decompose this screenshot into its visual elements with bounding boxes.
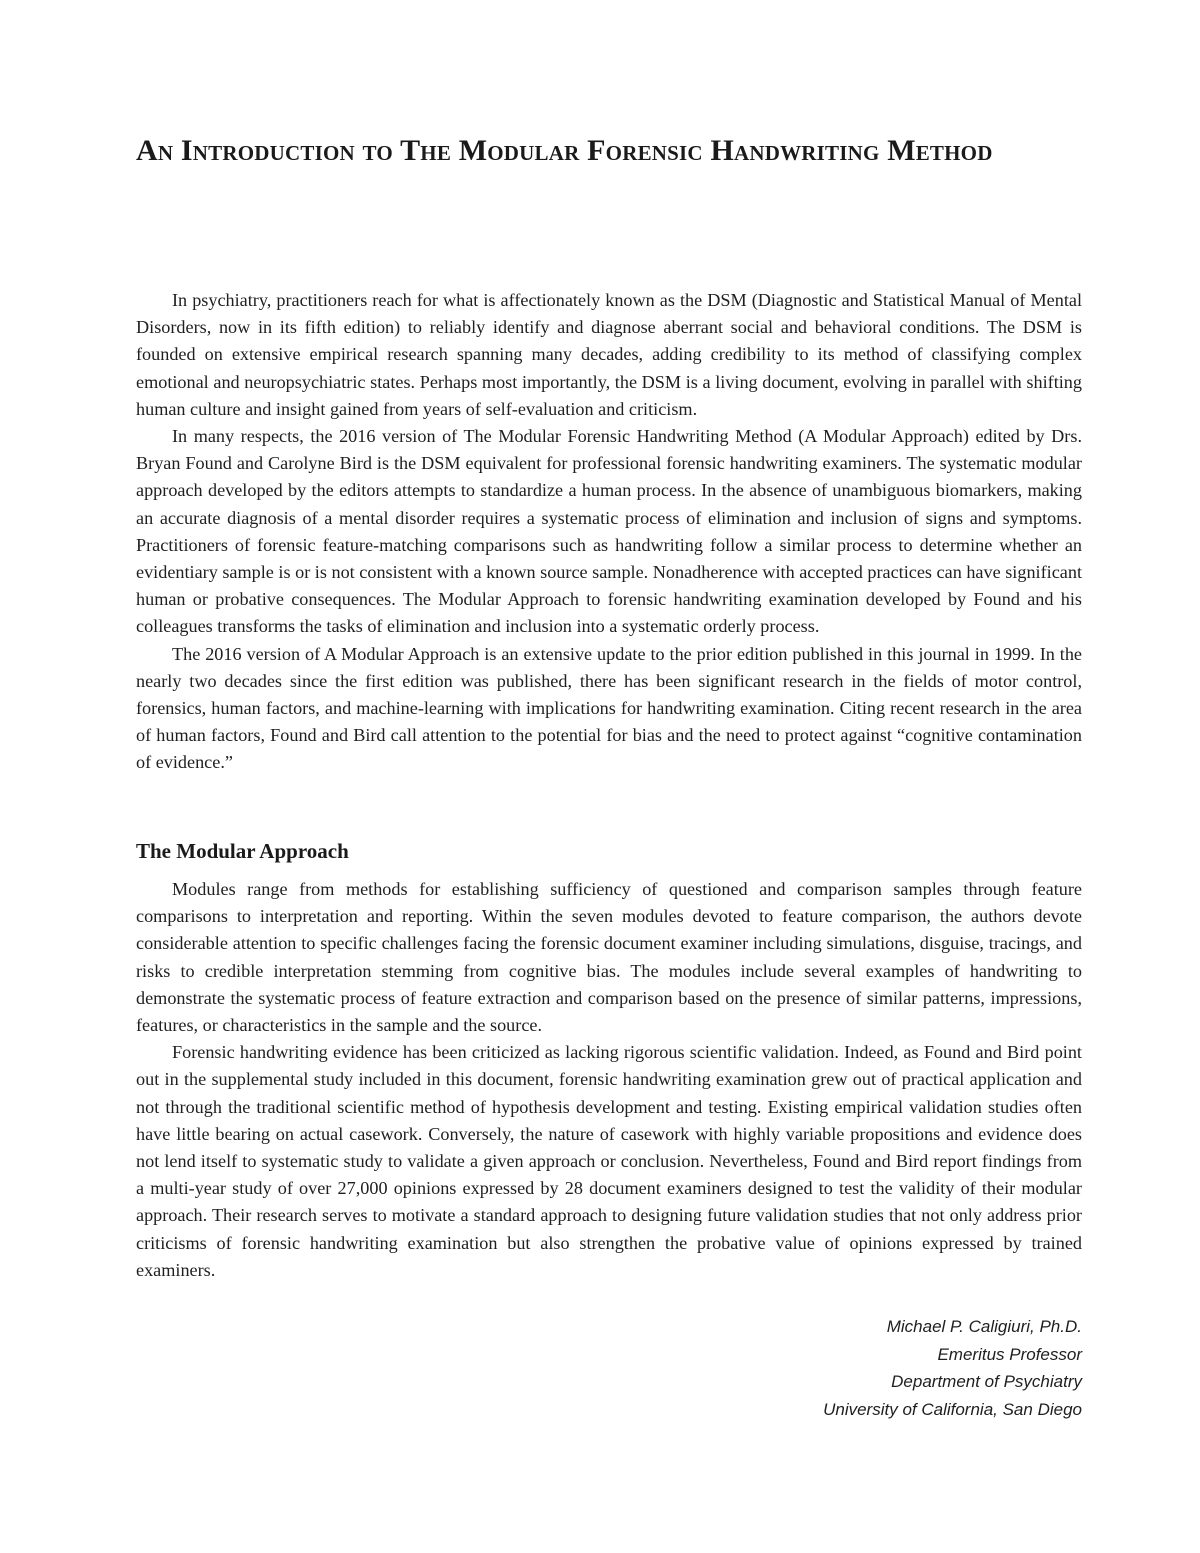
document-title: An Introduction to The Modular Forensic Handwriting Method xyxy=(136,134,993,167)
intro-paragraph-1: In psychiatry, practitioners reach for what is affectionately known as the DSM (Diagnostic and Statistical Manual of Mental Disorders, now in its fifth edition) to reliably identify and diagnose aberrant social and behavioral conditions. The DSM is founded on extensive empirical research spanning many decades, adding credibility to its method of classifying complex emotional and neuropsychiatric states. Perhaps most importantly, the DSM is a living document, evolving in parallel with shifting human culture and insight gained from years of self-evaluation and criticism. xyxy=(136,290,1082,419)
modular-approach-section xyxy=(136,876,1082,1284)
author-position: Emeritus Professor xyxy=(937,1344,1082,1364)
author-signature-block xyxy=(823,1313,1082,1423)
intro-section xyxy=(136,287,1082,777)
section-paragraph-2: Forensic handwriting evidence has been criticized as lacking rigorous scientific validation. Indeed, as Found and Bird point out in the supplemental study included in this document, forensic handwriting examination grew out of practical application and not through the traditional scientific method of hypothesis development and testing. Existing empirical validation studies often have little bearing on actual casework. Conversely, the nature of casework with highly variable propositions and evidence does not lend itself to systematic study to validate a given approach or conclusion. Nevertheless, Found and Bird report findings from a multi-year study of over 27,000 opinions expressed by 28 document examiners designed to test the validity of their modular approach. Their research serves to motivate a standard approach to designing future validation studies that not only address prior criticisms of forensic handwriting examination but also strengthen the probative value of opinions expressed by trained examiners. xyxy=(136,1042,1082,1280)
author-institution: University of California, San Diego xyxy=(823,1399,1082,1419)
intro-paragraph-3: The 2016 version of A Modular Approach is an extensive update to the prior edition published in this journal in 1999. In the nearly two decades since the first edition was published, there has been significant research in the fields of motor control, forensics, human factors, and machine-learning with implications for handwriting examination. Citing recent research in the area of human factors, Found and Bird call attention to the potential for bias and the need to protect against “cognitive contamination of evidence.” xyxy=(136,643,1082,773)
author-name: Michael P. Caligiuri, Ph.D. xyxy=(886,1317,1082,1336)
author-department: Department of Psychiatry xyxy=(891,1372,1082,1391)
intro-paragraph-2: In many respects, the 2016 version of The Modular Forensic Handwriting Method (A Modular Approach) edited by Drs. Bryan Found and Carolyne Bird is the DSM equivalent for professional forensic handwriting examiners. The systematic modular approach developed by the editors attempts to standardize a human process. In the absence of unambiguous biomarkers, making an accurate diagnosis of a mental disorder requires a systematic process of elimination and inclusion of signs and symptoms. Practitioners of forensic feature-matching comparisons such as handwriting follow a similar process to determine whether an evidentiary sample is or is not consistent with a known source sample. Nonadherence with accepted practices can have significant human or probative consequences. The Modular Approach to forensic handwriting examination developed by Found and his colleagues transforms the tasks of elimination and inclusion into a systematic orderly process. xyxy=(136,426,1082,637)
section-heading: The Modular Approach xyxy=(136,839,349,863)
section-paragraph-1: Modules range from methods for establishing sufficiency of questioned and comparison samples through feature comparisons to interpretation and reporting. Within the seven modules devoted to feature comparison, the authors devote considerable attention to specific challenges facing the forensic document examiner including simulations, disguise, tracings, and risks to credible interpretation stemming from cognitive bias. The modules include several examples of handwriting to demonstrate the systematic process of feature extraction and comparison based on the presence of similar patterns, impressions, features, or characteristics in the sample and the source. xyxy=(136,879,1082,1036)
